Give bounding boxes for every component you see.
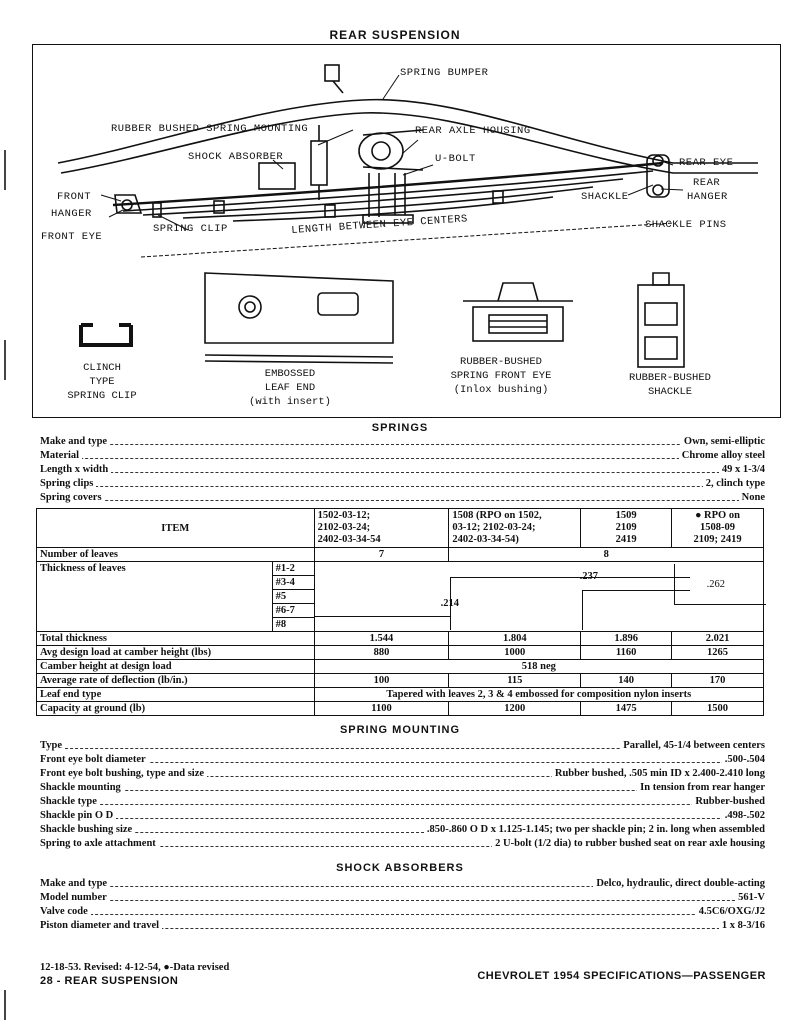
- cell: 170: [672, 674, 764, 688]
- spec-row: Type Parallel, 45-1/4 between centers: [40, 740, 765, 751]
- label-spring-clip: SPRING CLIP: [153, 223, 228, 235]
- row-label: Camber height at design load: [37, 660, 315, 674]
- caption-front-eye: RUBBER-BUSHED SPRING FRONT EYE (Inlox bushing): [450, 356, 552, 396]
- cell: 1.544: [314, 632, 449, 646]
- spec-row: Spring covers None: [40, 492, 765, 503]
- label-shackle: SHACKLE: [581, 191, 629, 203]
- cell: Tapered with leaves 2, 3 & 4 embossed for composition nylon inserts: [314, 688, 763, 702]
- thickness-value: .214: [440, 597, 459, 609]
- spec-row: Make and type Own, semi-elliptic: [40, 436, 765, 447]
- row-label: Number of leaves: [37, 548, 315, 562]
- label-spring-bumper: SPRING BUMPER: [400, 67, 489, 79]
- leaf-number: #3-4: [272, 576, 314, 590]
- scan-edge-line: [4, 150, 6, 190]
- thickness-value: .262: [706, 578, 725, 590]
- spec-row: Piston diameter and travel 1 x 8-3/16: [40, 920, 765, 931]
- revision-note: 12-18-53. Revised: 4-12-54, ●-Data revised: [40, 962, 230, 973]
- springs-heading: SPRINGS: [371, 422, 429, 434]
- spring-mounting-heading: SPRING MOUNTING: [339, 724, 461, 736]
- leaf-number: #6-7: [272, 604, 314, 618]
- spec-row: Shackle bushing size .850-.860 O D x 1.125-1.145; two per shackle pin; 2 in. long when assembled: [40, 824, 765, 835]
- col-header: 1508 (RPO on 1502, 03-12; 2102-03-24; 2402-03-34-54): [449, 509, 581, 548]
- row-label: Avg design load at camber height (lbs): [37, 646, 315, 660]
- row-label: Leaf end type: [37, 688, 315, 702]
- row-label: Total thickness: [37, 632, 315, 646]
- label-rubber-bushed-mounting: RUBBER BUSHED SPRING MOUNTING: [111, 123, 309, 135]
- cell: 7: [314, 548, 449, 562]
- col-header: 1502-03-12; 2102-03-24; 2402-03-34-54: [314, 509, 449, 548]
- label-front-hanger-line1: FRONT: [57, 191, 92, 203]
- cell: 1500: [672, 702, 764, 716]
- spec-row: Valve code 4.5C6/OXG/J2: [40, 906, 765, 917]
- spec-row: Material Chrome alloy steel: [40, 450, 765, 461]
- cell: 1.896: [581, 632, 672, 646]
- leaf-number: #5: [272, 590, 314, 604]
- caption-embossed-leaf: EMBOSSED LEAF END (with insert): [249, 368, 331, 408]
- cell: 1160: [581, 646, 672, 660]
- spec-row: Make and type Delco, hydraulic, direct double-acting: [40, 878, 765, 889]
- footer-section: 28 - REAR SUSPENSION: [40, 975, 179, 987]
- scan-edge-line: [4, 990, 6, 1020]
- springs-table: [36, 508, 764, 716]
- spec-row: Shackle mounting In tension from rear hanger: [40, 782, 765, 793]
- shock-absorbers-heading: SHOCK ABSORBERS: [336, 862, 464, 874]
- label-rear-axle-housing: REAR AXLE HOUSING: [415, 125, 531, 137]
- cell: 1475: [581, 702, 672, 716]
- label-u-bolt: U-BOLT: [435, 153, 476, 165]
- diagram-frame: [32, 44, 781, 418]
- spec-row: Front eye bolt diameter .500-.504: [40, 754, 765, 765]
- spec-row: Front eye bolt bushing, type and size Rubber bushed, .505 min ID x 2.400-2.410 long: [40, 768, 765, 779]
- spec-row: Spring clips 2, clinch type: [40, 478, 765, 489]
- leaf-number: #8: [272, 618, 314, 632]
- thickness-value: .237: [579, 570, 598, 582]
- label-front-hanger-line2: HANGER: [51, 208, 92, 220]
- label-front-eye: FRONT EYE: [41, 231, 103, 243]
- label-shackle-pins: SHACKLE PINS: [645, 219, 727, 231]
- label-rear-eye: REAR EYE: [679, 157, 734, 169]
- cell: 1200: [449, 702, 581, 716]
- col-header: ● RPO on 1508-09 2109; 2419: [672, 509, 764, 548]
- cell: 2.021: [672, 632, 764, 646]
- spec-row: Spring to axle attachment 2 U-bolt (1/2 dia) to rubber bushed seat on rear axle housing: [40, 838, 765, 849]
- label-rear-hanger-line2: HANGER: [687, 191, 728, 203]
- label-length-between-eye-centers: LENGTH BETWEEN EYE CENTERS: [291, 213, 469, 237]
- row-label: Thickness of leaves: [37, 562, 273, 632]
- cell: 1000: [449, 646, 581, 660]
- cell: 1100: [314, 702, 449, 716]
- cell: 1.804: [449, 632, 581, 646]
- cell: 880: [314, 646, 449, 660]
- row-label: Capacity at ground (lb): [37, 702, 315, 716]
- footer-publication: CHEVROLET 1954 SPECIFICATIONS—PASSENGER: [477, 970, 766, 982]
- cell: 1265: [672, 646, 764, 660]
- cell: 518 neg: [314, 660, 763, 674]
- spec-row: Shackle type Rubber-bushed: [40, 796, 765, 807]
- row-label: Average rate of deflection (lb/in.): [37, 674, 315, 688]
- spec-row: Model number 561-V: [40, 892, 765, 903]
- scan-edge-line: [4, 340, 6, 380]
- item-header: ITEM: [37, 509, 315, 548]
- spec-row: Length x width 49 x 1-3/4: [40, 464, 765, 475]
- caption-clinch-clip: CLINCH TYPE SPRING CLIP: [67, 362, 137, 402]
- cell: 8: [449, 548, 764, 562]
- page-title: REAR SUSPENSION: [329, 28, 461, 42]
- thickness-values-cell: [314, 562, 763, 632]
- cell: 140: [581, 674, 672, 688]
- label-shock-absorber: SHOCK ABSORBER: [188, 151, 284, 163]
- spec-row: Shackle pin O D .498-.502: [40, 810, 765, 821]
- cell: 115: [449, 674, 581, 688]
- label-rear-hanger-line1: REAR: [693, 177, 721, 189]
- col-header: 1509 2109 2419: [581, 509, 672, 548]
- leaf-number: #1-2: [272, 562, 314, 576]
- cell: 100: [314, 674, 449, 688]
- caption-shackle: RUBBER-BUSHED SHACKLE: [629, 372, 711, 398]
